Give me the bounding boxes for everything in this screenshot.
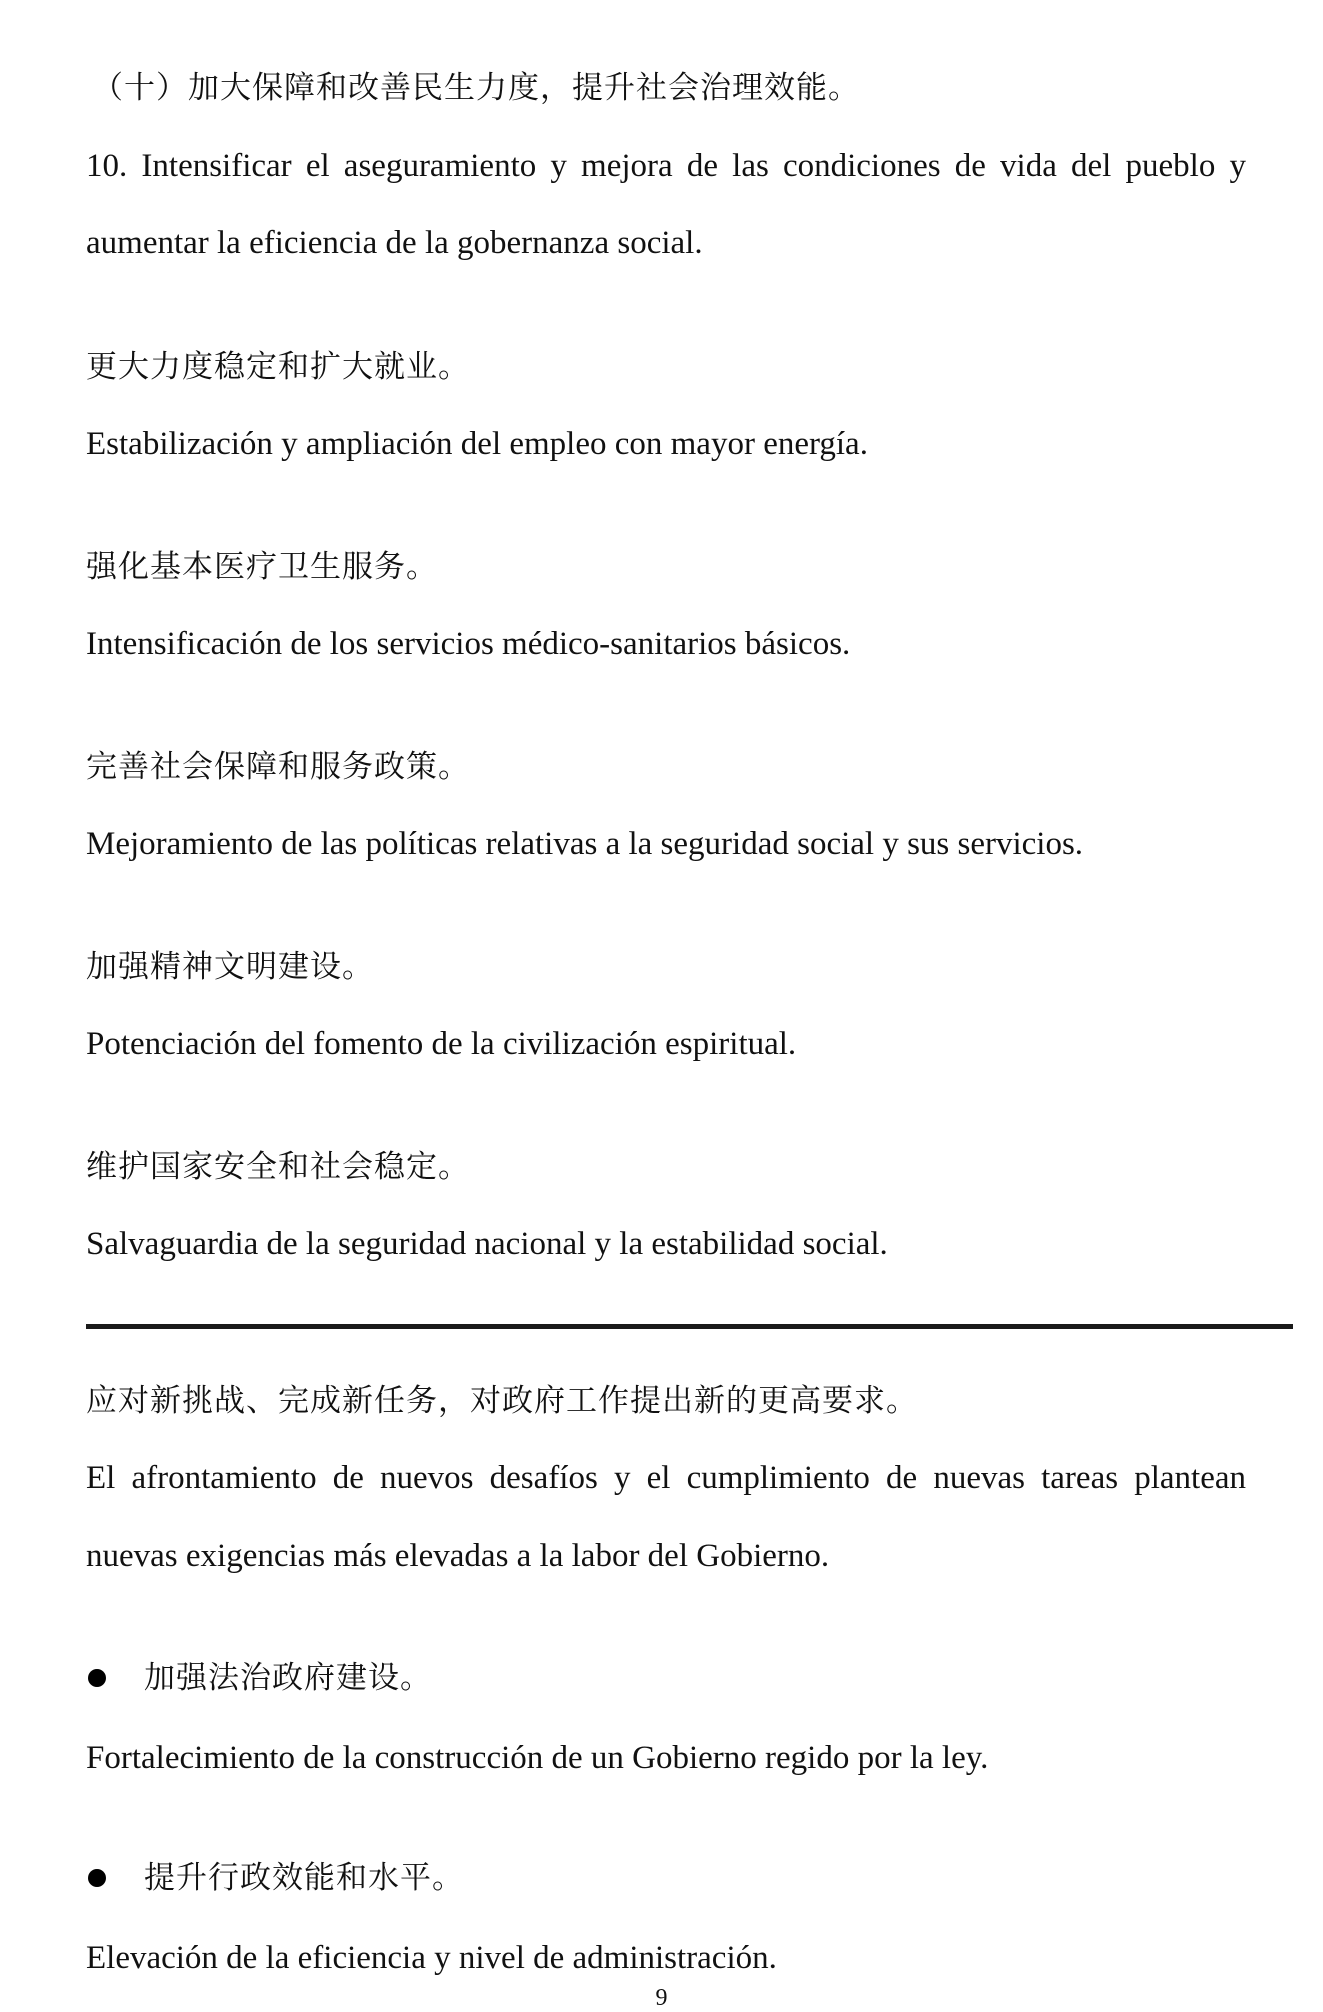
- bullet-item-zh: 提升行政效能和水平。: [144, 1860, 464, 1896]
- challenge-zh: 应对新挑战、完成新任务，对政府工作提出新的更高要求。: [86, 1383, 918, 1419]
- item-zh: 维护国家安全和社会稳定。: [86, 1149, 470, 1185]
- challenge-es-line1: El afrontamiento de nuevos desafíos y el cumplimiento de nuevas tareas plantean: [86, 1460, 1246, 1496]
- bullet-dot: [88, 1869, 106, 1887]
- item-es: Estabilización y ampliación del empleo con mayor energía.: [86, 426, 868, 462]
- item-es: Intensificación de los servicios médico-sanitarios básicos.: [86, 626, 851, 662]
- item-zh: 完善社会保障和服务政策。: [86, 749, 470, 785]
- item-zh: 更大力度稳定和扩大就业。: [86, 349, 470, 385]
- section-heading-es-line1: 10. Intensificar el aseguramiento y mejora de las condiciones de vida del pueblo y: [86, 148, 1246, 184]
- bullet-item-es: Fortalecimiento de la construcción de un Gobierno regido por la ley.: [86, 1740, 989, 1776]
- item-zh: 强化基本医疗卫生服务。: [86, 549, 438, 585]
- item-es: Potenciación del fomento de la civilización espiritual.: [86, 1026, 797, 1062]
- section-heading-zh: （十）加大保障和改善民生力度，提升社会治理效能。: [92, 70, 860, 106]
- item-es: Salvaguardia de la seguridad nacional y la estabilidad social.: [86, 1226, 888, 1262]
- bullet-dot: [88, 1669, 106, 1687]
- page-number: 9: [655, 1985, 668, 2011]
- section-heading-es-line2: aumentar la eficiencia de la gobernanza social.: [86, 225, 703, 261]
- item-es: Mejoramiento de las políticas relativas a la seguridad social y sus servicios.: [86, 826, 1084, 862]
- bullet-item-es: Elevación de la eficiencia y nivel de administración.: [86, 1940, 777, 1976]
- challenge-es-line2: nuevas exigencias más elevadas a la labor del Gobierno.: [86, 1538, 830, 1574]
- item-zh: 加强精神文明建设。: [86, 949, 374, 985]
- section-divider: [86, 1324, 1293, 1329]
- bullet-item-zh: 加强法治政府建设。: [144, 1660, 432, 1696]
